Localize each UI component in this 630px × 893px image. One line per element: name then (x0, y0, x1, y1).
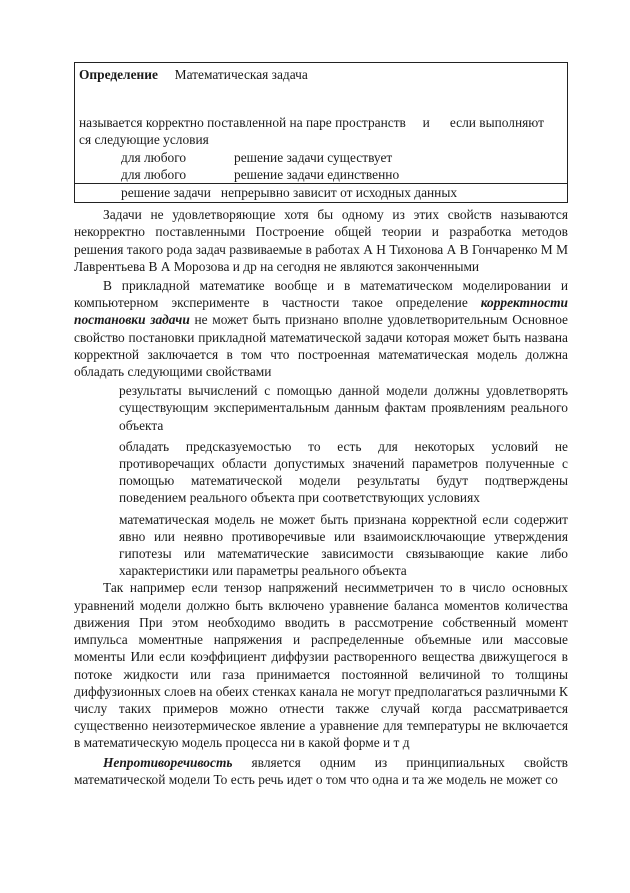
property-item-1: результаты вычислений с помощью данной модели должны удовлетворять существующим экспериментальным данным фактам проявлениям реального объекта (119, 383, 568, 433)
definition-formula-gap (79, 83, 563, 114)
condition-2-right: решение задачи единственно (234, 166, 400, 182)
definition-line-1: называется корректно поставленной на паре пространств и если выполняют (79, 115, 544, 131)
property-item-3: математическая модель не может быть признана корректной если содержит явно или неявно противоречивые или взаимоисключающие утверждения гипотезы или математические зависимости связывающие какие либо характеристики или параметры реального объекта (119, 511, 568, 579)
condition-3-left: решение задачи (121, 185, 211, 201)
definition-condition-2 (79, 166, 563, 183)
paragraph-2-emphasis: корректности постановки задачи (74, 295, 568, 328)
definition-condition-1 (79, 149, 563, 166)
condition-1-right: решение задачи существует (234, 149, 393, 165)
condition-2-left: для любого (121, 166, 187, 182)
definition-condition-3 (75, 183, 567, 201)
paragraph-2-before: В прикладной математике вообще и в математическом моделировании и компьютерном эксперименте в частности такое определение (74, 278, 568, 311)
paragraph-ill-posed: Задачи не удовлетворяющие хотя бы одному из этих свойств называются некорректно поставленными Построение общей теории и разработка методов решения такого рода задач развиваемые в работах А Н Тихонова А В Гончаренко М М Лаврентьева В А Морозова и др на сегодня не являются законченными (74, 207, 568, 274)
paragraph-examples: Так например если тензор напряжений несимметричен то в число основных уравнений модели должно быть включено уравнение баланса моментов количества движения При этом необходимо вводить в рассмотрение собственный момент импульса моментные напряжения и распределенные объемные или массовые моменты Или если коэффициент диффузии растворенного вещества движущегося в потоке жидкости или газа принимается постоянной величиной то толщины диффузионных слоев на обеих стенках канала не могут предполагаться различными К числу таких примеров можно отнести также случай когда рассматривается существенно неизотермическое явление а уравнение для температуры не включается в математическую модель процесса ни в какой форме и т д (74, 580, 568, 751)
definition-box (74, 62, 568, 203)
property-item-2: обладать предсказуемостью то есть для некоторых условий не противоречащих области допустимых значений параметров полученные с помощью математической модели результаты будут подтверждены поведением реального объекта при соответствующих условиях (119, 438, 568, 506)
condition-3-right: непрерывно зависит от исходных данных (220, 185, 458, 201)
paragraph-consistency (74, 754, 568, 788)
definition-heading (79, 66, 563, 83)
paragraph-4-emphasis: Непротиворечивость (103, 754, 233, 770)
condition-1-left: для любого (121, 149, 187, 165)
paragraph-applied-math (74, 277, 568, 380)
model-properties-list (74, 382, 568, 579)
paragraph-4-after: является одним из принципиальных свойств математической модели То есть речь идет о том что одна и та же модель не может со (74, 754, 568, 787)
definition-title: Математическая задача (174, 67, 308, 82)
paragraph-2-after: не может быть признано вполне удовлетворительным Основное свойство постановки прикладной математической задачи которая может быть названа корректной заключается в том что построенная математическая модель должна обладать следующими свойствами (74, 312, 568, 380)
definition-label: Определение (79, 67, 158, 82)
definition-line-2: ся следующие условия (79, 132, 209, 148)
page-content (74, 62, 568, 788)
